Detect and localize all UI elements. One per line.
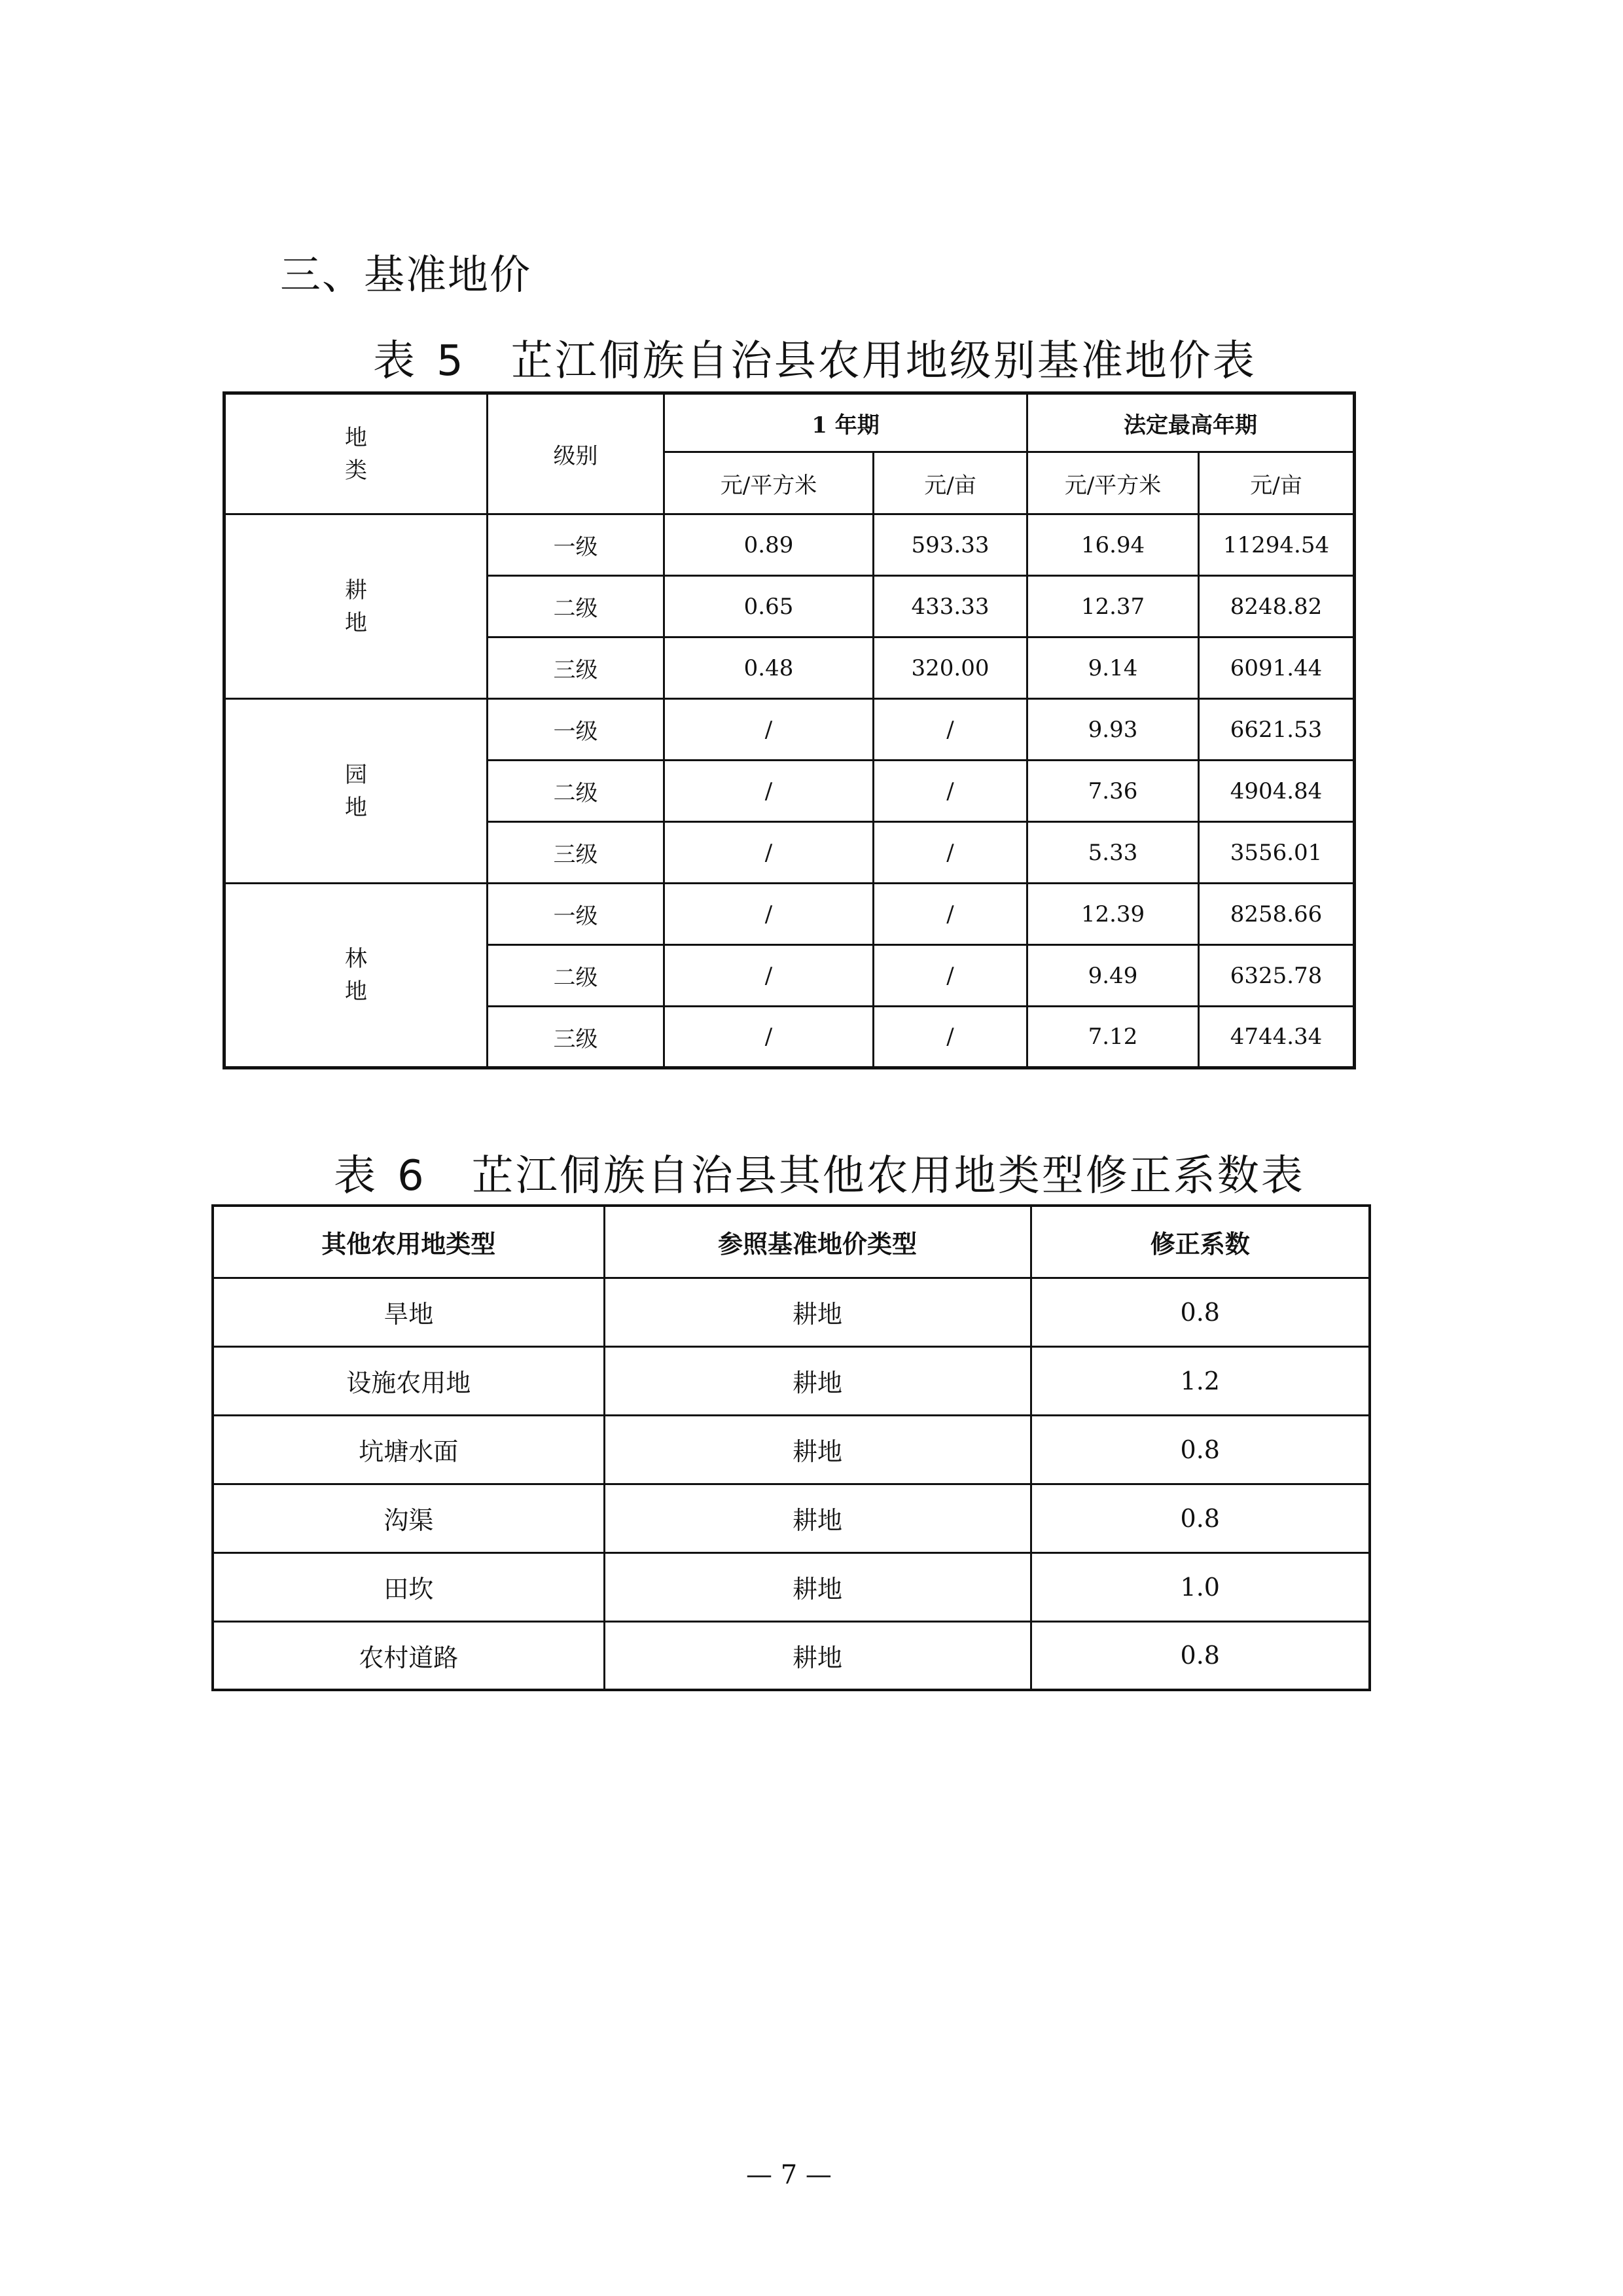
value-cell: 7.36 [1027,761,1199,822]
value-cell: 320.00 [874,637,1027,699]
page-number: — 7 — [746,2160,832,2190]
table5-title-prefix: 表 [373,337,417,386]
reference-cell: 耕地 [604,1415,1031,1484]
value-cell: 7.12 [1027,1007,1199,1068]
header-correction-coefficient: 修正系数 [1031,1206,1370,1278]
value-cell: 11294.54 [1199,514,1355,576]
land-type-line1: 园 [345,761,367,788]
value-cell: / [664,699,874,761]
value-cell: 12.37 [1027,576,1199,637]
coefficient-cell: 1.2 [1031,1346,1370,1415]
grade-cell: 三级 [488,637,664,699]
coefficient-cell: 0.8 [1031,1415,1370,1484]
value-cell: 433.33 [874,576,1027,637]
value-cell: 6621.53 [1199,699,1355,761]
value-cell: 6091.44 [1199,637,1355,699]
grade-cell: 二级 [488,945,664,1007]
table-row [213,1278,1370,1346]
land-type-line1: 耕 [345,577,367,603]
table6-correction-coefficients [211,1204,1371,1691]
value-cell: / [874,699,1027,761]
grade-cell: 一级 [488,514,664,576]
value-cell: 16.94 [1027,514,1199,576]
value-cell: 6325.78 [1199,945,1355,1007]
reference-cell: 耕地 [604,1552,1031,1621]
table6-title [334,1142,1305,1202]
value-cell: 9.49 [1027,945,1199,1007]
land-type-line2: 地 [345,609,367,636]
value-cell: / [874,1007,1027,1068]
coefficient-cell: 0.8 [1031,1621,1370,1690]
land-type-cell: 田坎 [213,1552,604,1621]
table-row [224,514,1355,576]
header-other-land-type: 其他农用地类型 [213,1206,604,1278]
reference-cell: 耕地 [604,1278,1031,1346]
value-cell: 0.89 [664,514,874,576]
land-type-line2: 地 [345,794,367,821]
value-cell: / [874,761,1027,822]
header-land-type-line1: 地 [345,424,367,451]
value-cell: 0.48 [664,637,874,699]
table6-title-number: 6 [397,1152,426,1200]
coefficient-cell: 0.8 [1031,1278,1370,1346]
grade-cell: 二级 [488,761,664,822]
header-grade: 级别 [488,393,664,514]
table5-title-text: 芷江侗族自治县农用地级别基准地价表 [510,337,1257,386]
value-cell: 4744.34 [1199,1007,1355,1068]
value-cell: 9.14 [1027,637,1199,699]
grade-cell: 二级 [488,576,664,637]
header-unit-mu-max: 元/亩 [1199,452,1355,514]
reference-cell: 耕地 [604,1484,1031,1552]
table-row [213,1484,1370,1552]
value-cell: / [874,822,1027,884]
reference-cell: 耕地 [604,1621,1031,1690]
table5-title [373,327,1257,387]
header-unit-sqm-1yr: 元/平方米 [664,452,874,514]
value-cell: / [664,822,874,884]
land-type-line2: 地 [345,978,367,1005]
header-period-max: 法定最高年期 [1027,393,1355,452]
table6-title-prefix: 表 [334,1152,378,1200]
grade-cell: 一级 [488,884,664,945]
value-cell: / [874,945,1027,1007]
grade-cell: 三级 [488,1007,664,1068]
value-cell: 8248.82 [1199,576,1355,637]
land-type-cell: 坑塘水面 [213,1415,604,1484]
land-type-cell [224,884,488,1068]
land-type-line1: 林 [345,946,367,972]
value-cell: 3556.01 [1199,822,1355,884]
value-cell: 9.93 [1027,699,1199,761]
header-unit-mu-1yr: 元/亩 [874,452,1027,514]
value-cell: 5.33 [1027,822,1199,884]
section-heading: 三、基准地价 [280,251,532,298]
value-cell: / [664,884,874,945]
table-row [213,1552,1370,1621]
header-unit-sqm-max: 元/平方米 [1027,452,1199,514]
land-type-cell: 沟渠 [213,1484,604,1552]
coefficient-cell: 1.0 [1031,1552,1370,1621]
land-type-cell [224,699,488,884]
value-cell: 8258.66 [1199,884,1355,945]
table-row [224,699,1355,761]
value-cell: / [664,945,874,1007]
land-type-cell: 设施农用地 [213,1346,604,1415]
grade-cell: 三级 [488,822,664,884]
value-cell: 593.33 [874,514,1027,576]
land-type-cell [224,514,488,699]
table-row [224,884,1355,945]
table-row [213,1621,1370,1690]
value-cell: / [874,884,1027,945]
value-cell: 0.65 [664,576,874,637]
coefficient-cell: 0.8 [1031,1484,1370,1552]
table5-title-number: 5 [437,337,465,386]
table5-benchmark-land-price [223,391,1356,1069]
value-cell: / [664,761,874,822]
value-cell: 12.39 [1027,884,1199,945]
table6-title-text: 芷江侗族自治县其他农用地类型修正系数表 [471,1152,1305,1200]
header-reference-type: 参照基准地价类型 [604,1206,1031,1278]
value-cell: 4904.84 [1199,761,1355,822]
land-type-cell: 农村道路 [213,1621,604,1690]
land-type-cell: 旱地 [213,1278,604,1346]
header-period-1yr: 1 年期 [664,393,1027,452]
header-land-type [224,393,488,514]
table-row [213,1346,1370,1415]
table-row [213,1415,1370,1484]
header-land-type-line2: 类 [345,457,367,484]
grade-cell: 一级 [488,699,664,761]
reference-cell: 耕地 [604,1346,1031,1415]
value-cell: / [664,1007,874,1068]
